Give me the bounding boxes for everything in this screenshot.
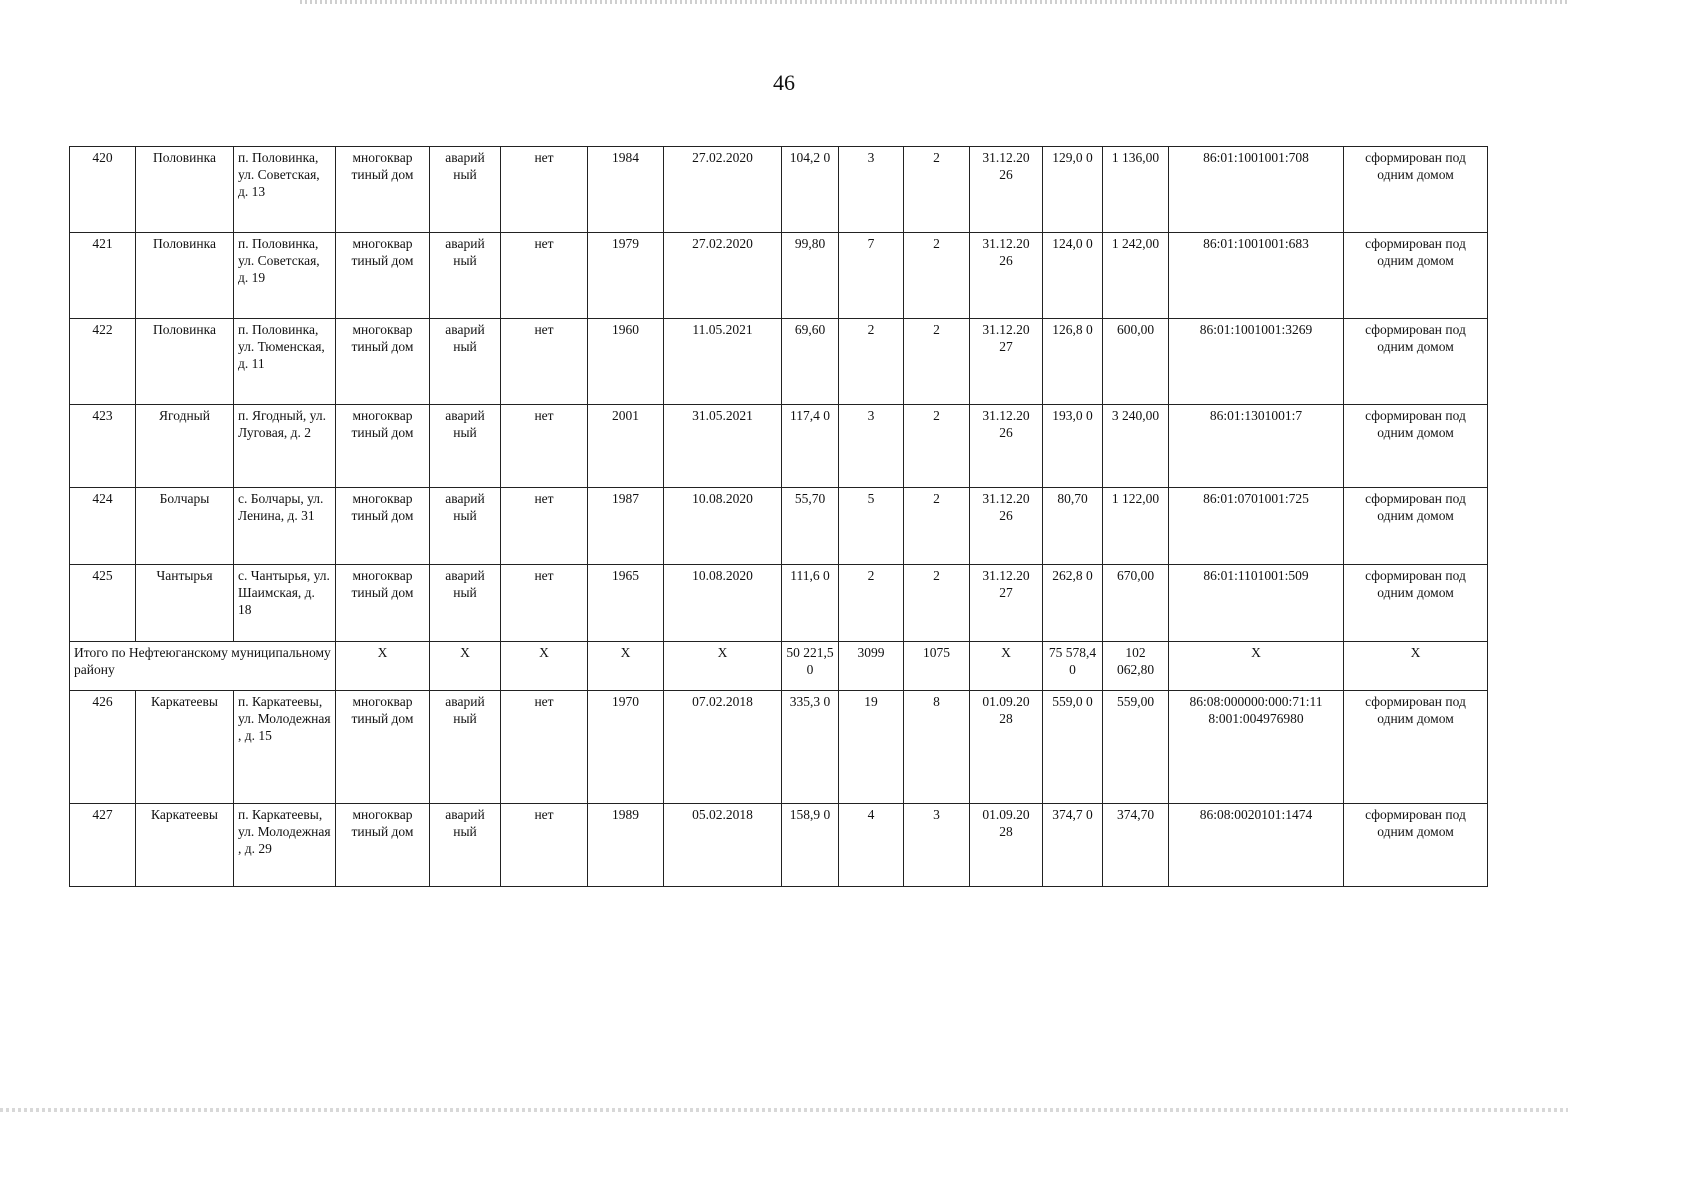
settlement-cell: Половинка [136,319,234,405]
count2-cell: 3 [904,804,970,887]
total-label: Итого по Нефтеюганскому муниципальному району [70,642,336,691]
status-cell: аварий ный [430,565,501,642]
date-cell: 31.05.2021 [664,405,782,488]
count1-cell: 3 [839,147,904,233]
area2-cell: 126,8 0 [1043,319,1103,405]
deadline-cell: 31.12.20 26 [970,405,1043,488]
area2-cell: 80,70 [1043,488,1103,565]
area-cell: 104,2 0 [782,147,839,233]
address-cell: п. Каркатеевы, ул. Молодежная , д. 29 [234,804,336,887]
deadline-cell: 31.12.20 26 [970,147,1043,233]
note-cell: сформирован под одним домом [1344,319,1488,405]
address-cell: с. Болчары, ул. Ленина, д. 31 [234,488,336,565]
row-number: 426 [70,691,136,804]
total-date-cell: X [664,642,782,691]
total-area2-cell: 75 578,4 0 [1043,642,1103,691]
flag-cell: нет [501,319,588,405]
cadastre-cell: 86:01:1001001:3269 [1169,319,1344,405]
address-cell: п. Половинка, ул. Советская, д. 13 [234,147,336,233]
status-cell: аварий ный [430,691,501,804]
count2-cell: 2 [904,233,970,319]
flag-cell: нет [501,691,588,804]
area-cell: 111,6 0 [782,565,839,642]
note-cell: сформирован под одним домом [1344,233,1488,319]
cadastre-cell: 86:01:1301001:7 [1169,405,1344,488]
page-number: 46 [773,70,795,95]
row-number: 423 [70,405,136,488]
cadastre-cell: 86:01:1001001:683 [1169,233,1344,319]
note-cell: сформирован под одним домом [1344,565,1488,642]
area2-cell: 559,0 0 [1043,691,1103,804]
table-row [70,233,1488,319]
area3-cell: 670,00 [1103,565,1169,642]
settlement-cell: Половинка [136,147,234,233]
row-number: 427 [70,804,136,887]
table-row [70,147,1488,233]
settlement-cell: Ягодный [136,405,234,488]
table-row [70,319,1488,405]
year-cell: 1970 [588,691,664,804]
total-count1-cell: 3099 [839,642,904,691]
address-cell: п. Каркатеевы, ул. Молодежная , д. 15 [234,691,336,804]
cadastre-cell: 86:01:1101001:509 [1169,565,1344,642]
flag-cell: нет [501,804,588,887]
deadline-cell: 31.12.20 26 [970,233,1043,319]
date-cell: 27.02.2020 [664,233,782,319]
flag-cell: нет [501,565,588,642]
deadline-cell: 31.12.20 27 [970,319,1043,405]
settlement-cell: Болчары [136,488,234,565]
area-cell: 158,9 0 [782,804,839,887]
area3-cell: 3 240,00 [1103,405,1169,488]
deadline-cell: 31.12.20 26 [970,488,1043,565]
status-cell: аварий ный [430,405,501,488]
total-cadastre-cell: X [1169,642,1344,691]
row-number: 421 [70,233,136,319]
year-cell: 2001 [588,405,664,488]
total-area-cell: 50 221,5 0 [782,642,839,691]
settlement-cell: Половинка [136,233,234,319]
area-cell: 55,70 [782,488,839,565]
area2-cell: 374,7 0 [1043,804,1103,887]
note-cell: сформирован под одним домом [1344,488,1488,565]
house-type-cell: многоквар тиный дом [336,233,430,319]
flag-cell: нет [501,233,588,319]
cadastre-cell: 86:08:000000:000:71:11 8:001:004976980 [1169,691,1344,804]
total-year-cell: X [588,642,664,691]
year-cell: 1987 [588,488,664,565]
total-note-cell: X [1344,642,1488,691]
house-type-cell: многоквар тиный дом [336,804,430,887]
cadastre-cell: 86:01:1001001:708 [1169,147,1344,233]
area2-cell: 124,0 0 [1043,233,1103,319]
address-cell: п. Половинка, ул. Советская, д. 19 [234,233,336,319]
area-cell: 99,80 [782,233,839,319]
flag-cell: нет [501,405,588,488]
status-cell: аварий ный [430,804,501,887]
year-cell: 1960 [588,319,664,405]
status-cell: аварий ный [430,319,501,405]
note-cell: сформирован под одним домом [1344,691,1488,804]
status-cell: аварий ный [430,233,501,319]
table-row [70,405,1488,488]
settlement-cell: Чантырья [136,565,234,642]
count1-cell: 19 [839,691,904,804]
table-row [70,691,1488,804]
total-type-cell: X [336,642,430,691]
table-row [70,565,1488,642]
settlement-cell: Каркатеевы [136,804,234,887]
date-cell: 27.02.2020 [664,147,782,233]
house-type-cell: многоквар тиный дом [336,565,430,642]
date-cell: 10.08.2020 [664,488,782,565]
house-type-cell: многоквар тиный дом [336,691,430,804]
housing-register-table [69,146,1488,887]
area3-cell: 1 136,00 [1103,147,1169,233]
area3-cell: 1 122,00 [1103,488,1169,565]
scan-edge-top [300,0,1568,4]
total-count2-cell: 1075 [904,642,970,691]
cadastre-cell: 86:01:0701001:725 [1169,488,1344,565]
deadline-cell: 31.12.20 27 [970,565,1043,642]
address-cell: с. Чантырья, ул. Шаимская, д. 18 [234,565,336,642]
total-status-cell: X [430,642,501,691]
count1-cell: 3 [839,405,904,488]
count2-cell: 8 [904,691,970,804]
count1-cell: 4 [839,804,904,887]
count1-cell: 7 [839,233,904,319]
total-area3-cell: 102 062,80 [1103,642,1169,691]
area3-cell: 559,00 [1103,691,1169,804]
table-row [70,488,1488,565]
count2-cell: 2 [904,319,970,405]
year-cell: 1979 [588,233,664,319]
note-cell: сформирован под одним домом [1344,405,1488,488]
count1-cell: 5 [839,488,904,565]
count2-cell: 2 [904,147,970,233]
row-number: 420 [70,147,136,233]
area-cell: 117,4 0 [782,405,839,488]
flag-cell: нет [501,488,588,565]
settlement-cell: Каркатеевы [136,691,234,804]
house-type-cell: многоквар тиный дом [336,488,430,565]
total-row [70,642,1488,691]
table-row [70,804,1488,887]
scan-edge-bottom [0,1108,1568,1112]
area3-cell: 374,70 [1103,804,1169,887]
house-type-cell: многоквар тиный дом [336,147,430,233]
count2-cell: 2 [904,565,970,642]
count1-cell: 2 [839,319,904,405]
row-number: 422 [70,319,136,405]
year-cell: 1965 [588,565,664,642]
row-number: 424 [70,488,136,565]
address-cell: п. Половинка, ул. Тюменская, д. 11 [234,319,336,405]
status-cell: аварий ный [430,488,501,565]
area2-cell: 193,0 0 [1043,405,1103,488]
area-cell: 69,60 [782,319,839,405]
count2-cell: 2 [904,488,970,565]
flag-cell: нет [501,147,588,233]
cadastre-cell: 86:08:0020101:1474 [1169,804,1344,887]
date-cell: 10.08.2020 [664,565,782,642]
address-cell: п. Ягодный, ул. Луговая, д. 2 [234,405,336,488]
total-flag-cell: X [501,642,588,691]
area3-cell: 600,00 [1103,319,1169,405]
date-cell: 05.02.2018 [664,804,782,887]
row-number: 425 [70,565,136,642]
note-cell: сформирован под одним домом [1344,804,1488,887]
area3-cell: 1 242,00 [1103,233,1169,319]
count2-cell: 2 [904,405,970,488]
year-cell: 1989 [588,804,664,887]
deadline-cell: 01.09.20 28 [970,804,1043,887]
area-cell: 335,3 0 [782,691,839,804]
note-cell: сформирован под одним домом [1344,147,1488,233]
date-cell: 07.02.2018 [664,691,782,804]
date-cell: 11.05.2021 [664,319,782,405]
area2-cell: 129,0 0 [1043,147,1103,233]
count1-cell: 2 [839,565,904,642]
year-cell: 1984 [588,147,664,233]
deadline-cell: 01.09.20 28 [970,691,1043,804]
status-cell: аварий ный [430,147,501,233]
area2-cell: 262,8 0 [1043,565,1103,642]
house-type-cell: многоквар тиный дом [336,405,430,488]
total-deadline-cell: X [970,642,1043,691]
house-type-cell: многоквар тиный дом [336,319,430,405]
